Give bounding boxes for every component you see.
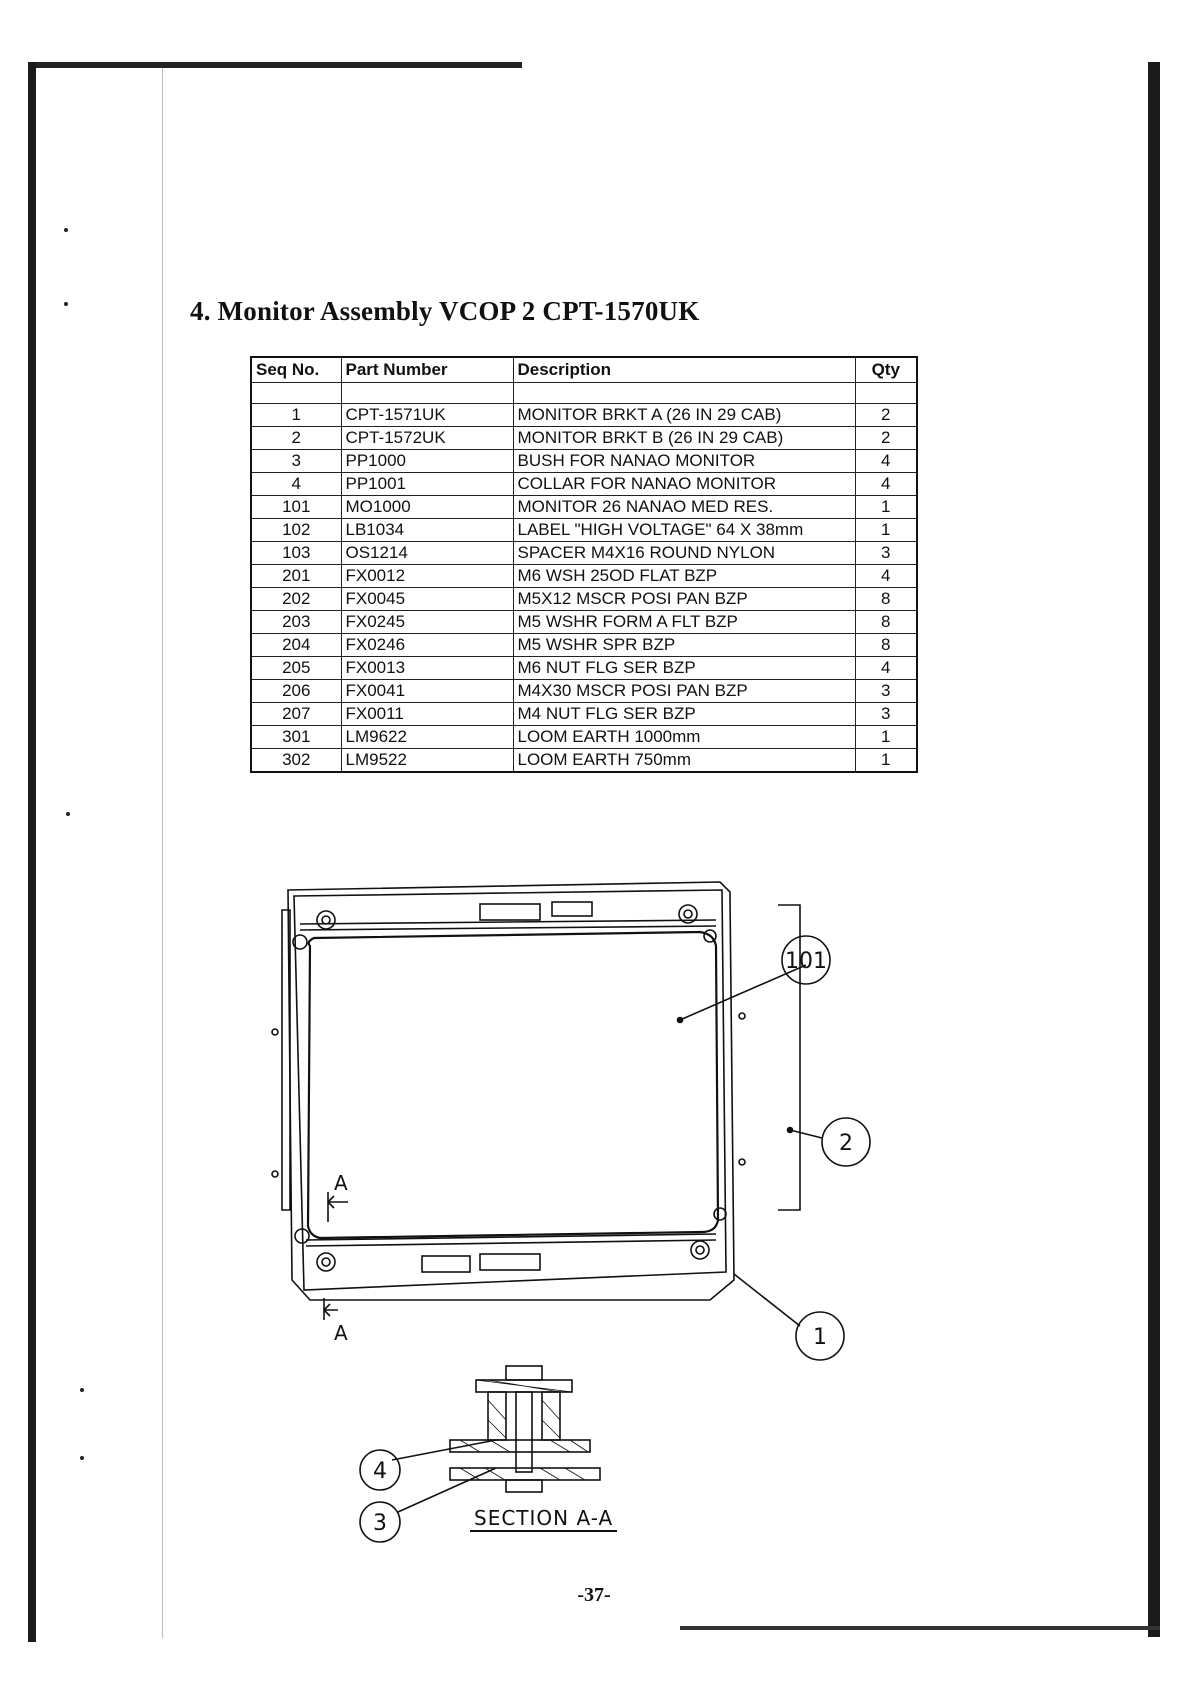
scan-speck <box>64 302 68 306</box>
cell-description: SPACER M4X16 ROUND NYLON <box>513 542 855 565</box>
leader-line-2 <box>790 1130 822 1138</box>
bottom-slot-right <box>480 1254 540 1270</box>
callout-label-101: 101 <box>785 949 827 974</box>
cell-qty: 8 <box>855 588 917 611</box>
header-description: Description <box>513 357 855 383</box>
cell-part-number: PP1001 <box>341 473 513 496</box>
assembly-svg <box>270 880 890 1560</box>
table-row <box>251 519 917 542</box>
table-row <box>251 749 917 773</box>
scan-speck <box>64 228 68 232</box>
cell-seq-no: 4 <box>251 473 341 496</box>
table-row <box>251 473 917 496</box>
table-row <box>251 450 917 473</box>
cell-part-number: FX0011 <box>341 703 513 726</box>
cell-description: M6 WSH 25OD FLAT BZP <box>513 565 855 588</box>
bolt-head <box>506 1366 542 1380</box>
scan-speck <box>80 1388 84 1392</box>
table-row <box>251 496 917 519</box>
table-row <box>251 565 917 588</box>
cell-seq-no: 201 <box>251 565 341 588</box>
page-number: -37- <box>577 1584 611 1606</box>
table-row <box>251 611 917 634</box>
binding-margin-line <box>162 68 163 1638</box>
section-label: SECTION A-A <box>470 1506 617 1532</box>
cell-qty: 8 <box>855 611 917 634</box>
table-row <box>251 427 917 450</box>
section-mark-a-upper: A <box>334 1171 348 1195</box>
cell-seq-no: 2 <box>251 427 341 450</box>
cell-seq-no: 207 <box>251 703 341 726</box>
mount-hole-bottom-left <box>317 1253 335 1271</box>
page-title: 4. Monitor Assembly VCOP 2 CPT-1570UK <box>190 296 700 326</box>
cell-description: M5 WSHR SPR BZP <box>513 634 855 657</box>
mount-hole-bottom-right <box>691 1241 709 1259</box>
cell-description: MONITOR BRKT A (26 IN 29 CAB) <box>513 404 855 427</box>
callout-label-3: 3 <box>373 1511 387 1536</box>
cell-description: COLLAR FOR NANAO MONITOR <box>513 473 855 496</box>
cell-qty: 3 <box>855 680 917 703</box>
cell-part-number: FX0012 <box>341 565 513 588</box>
monitor-frame-inner <box>294 890 726 1290</box>
cell-description: MONITOR 26 NANAO MED RES. <box>513 496 855 519</box>
bolt-shank <box>516 1392 532 1472</box>
cell-seq-no: 203 <box>251 611 341 634</box>
corner-hole-bottom-right <box>714 1208 726 1220</box>
cell-seq-no: 204 <box>251 634 341 657</box>
cell-qty: 4 <box>855 473 917 496</box>
cell-qty: 3 <box>855 542 917 565</box>
cell-seq-no: 302 <box>251 749 341 773</box>
cell-part-number: CPT-1572UK <box>341 427 513 450</box>
section-marker-lower <box>324 1298 338 1320</box>
cell-part-number: LB1034 <box>341 519 513 542</box>
cell-qty: 1 <box>855 519 917 542</box>
cell-seq-no: 206 <box>251 680 341 703</box>
leader-line-1 <box>734 1274 800 1326</box>
top-slot-right <box>552 902 592 916</box>
callout-label-4: 4 <box>373 1459 387 1484</box>
cell-seq-no: 301 <box>251 726 341 749</box>
table-header-row <box>251 357 917 383</box>
section-mark-a-lower: A <box>334 1321 348 1345</box>
table-row <box>251 703 917 726</box>
header-qty: Qty <box>855 357 917 383</box>
cell-seq-no: 101 <box>251 496 341 519</box>
cell-qty: 1 <box>855 749 917 773</box>
cell-part-number: OS1214 <box>341 542 513 565</box>
cell-part-number: FX0013 <box>341 657 513 680</box>
cell-part-number: LM9622 <box>341 726 513 749</box>
table-row <box>251 726 917 749</box>
cell-part-number: FX0245 <box>341 611 513 634</box>
cell-description: M5 WSHR FORM A FLT BZP <box>513 611 855 634</box>
cell-qty: 4 <box>855 565 917 588</box>
cell-seq-no: 1 <box>251 404 341 427</box>
cell-description: M4 NUT FLG SER BZP <box>513 703 855 726</box>
scan-border-left <box>28 62 36 1642</box>
cell-part-number: LM9522 <box>341 749 513 773</box>
bottom-slot-left <box>422 1256 470 1272</box>
table-row <box>251 657 917 680</box>
table-row <box>251 634 917 657</box>
top-slot-left <box>480 904 540 920</box>
cell-part-number: CPT-1571UK <box>341 404 513 427</box>
cell-part-number: FX0045 <box>341 588 513 611</box>
cell-part-number: FX0246 <box>341 634 513 657</box>
collar-section <box>488 1392 560 1440</box>
cell-part-number: PP1000 <box>341 450 513 473</box>
header-seq-no: Seq No. <box>251 357 341 383</box>
cell-description: LABEL "HIGH VOLTAGE" 64 X 38mm <box>513 519 855 542</box>
cell-seq-no: 3 <box>251 450 341 473</box>
cell-description: M4X30 MSCR POSI PAN BZP <box>513 680 855 703</box>
cell-seq-no: 102 <box>251 519 341 542</box>
cell-seq-no: 205 <box>251 657 341 680</box>
cell-description: BUSH FOR NANAO MONITOR <box>513 450 855 473</box>
callout-label-2: 2 <box>839 1131 853 1156</box>
top-bracket-rail-lower <box>300 926 716 930</box>
cell-qty: 1 <box>855 496 917 519</box>
table-row <box>251 680 917 703</box>
table-row <box>251 588 917 611</box>
scan-border-right <box>1148 62 1160 1637</box>
cell-part-number: MO1000 <box>341 496 513 519</box>
cell-qty: 4 <box>855 657 917 680</box>
cell-description: LOOM EARTH 1000mm <box>513 726 855 749</box>
scan-border-bottom <box>680 1626 1160 1630</box>
section-marker-upper <box>328 1192 348 1222</box>
crt-screen <box>308 932 718 1238</box>
cell-qty: 3 <box>855 703 917 726</box>
scan-speck <box>66 812 70 816</box>
section-a-a-detail <box>450 1366 600 1492</box>
callout-label-1: 1 <box>813 1325 827 1350</box>
cell-qty: 8 <box>855 634 917 657</box>
leader-line-4 <box>392 1440 496 1460</box>
cell-qty: 1 <box>855 726 917 749</box>
cell-part-number: FX0041 <box>341 680 513 703</box>
cell-qty: 2 <box>855 427 917 450</box>
scan-speck <box>80 1456 84 1460</box>
monitor-assembly-drawing <box>270 880 890 1560</box>
scan-border-top <box>32 62 522 68</box>
table-row <box>251 404 917 427</box>
cell-description: M6 NUT FLG SER BZP <box>513 657 855 680</box>
cell-description: MONITOR BRKT B (26 IN 29 CAB) <box>513 427 855 450</box>
cell-description: LOOM EARTH 750mm <box>513 749 855 773</box>
cell-seq-no: 103 <box>251 542 341 565</box>
mount-hole-top-left <box>317 911 335 929</box>
blank-row <box>251 383 917 404</box>
cell-seq-no: 202 <box>251 588 341 611</box>
nut <box>506 1480 542 1492</box>
table-row <box>251 542 917 565</box>
cell-description: M5X12 MSCR POSI PAN BZP <box>513 588 855 611</box>
bottom-bracket-rail-lower <box>306 1240 716 1246</box>
cell-qty: 4 <box>855 450 917 473</box>
mounting-panel <box>450 1440 590 1452</box>
cell-qty: 2 <box>855 404 917 427</box>
parts-table <box>250 356 918 773</box>
header-part-number: Part Number <box>341 357 513 383</box>
